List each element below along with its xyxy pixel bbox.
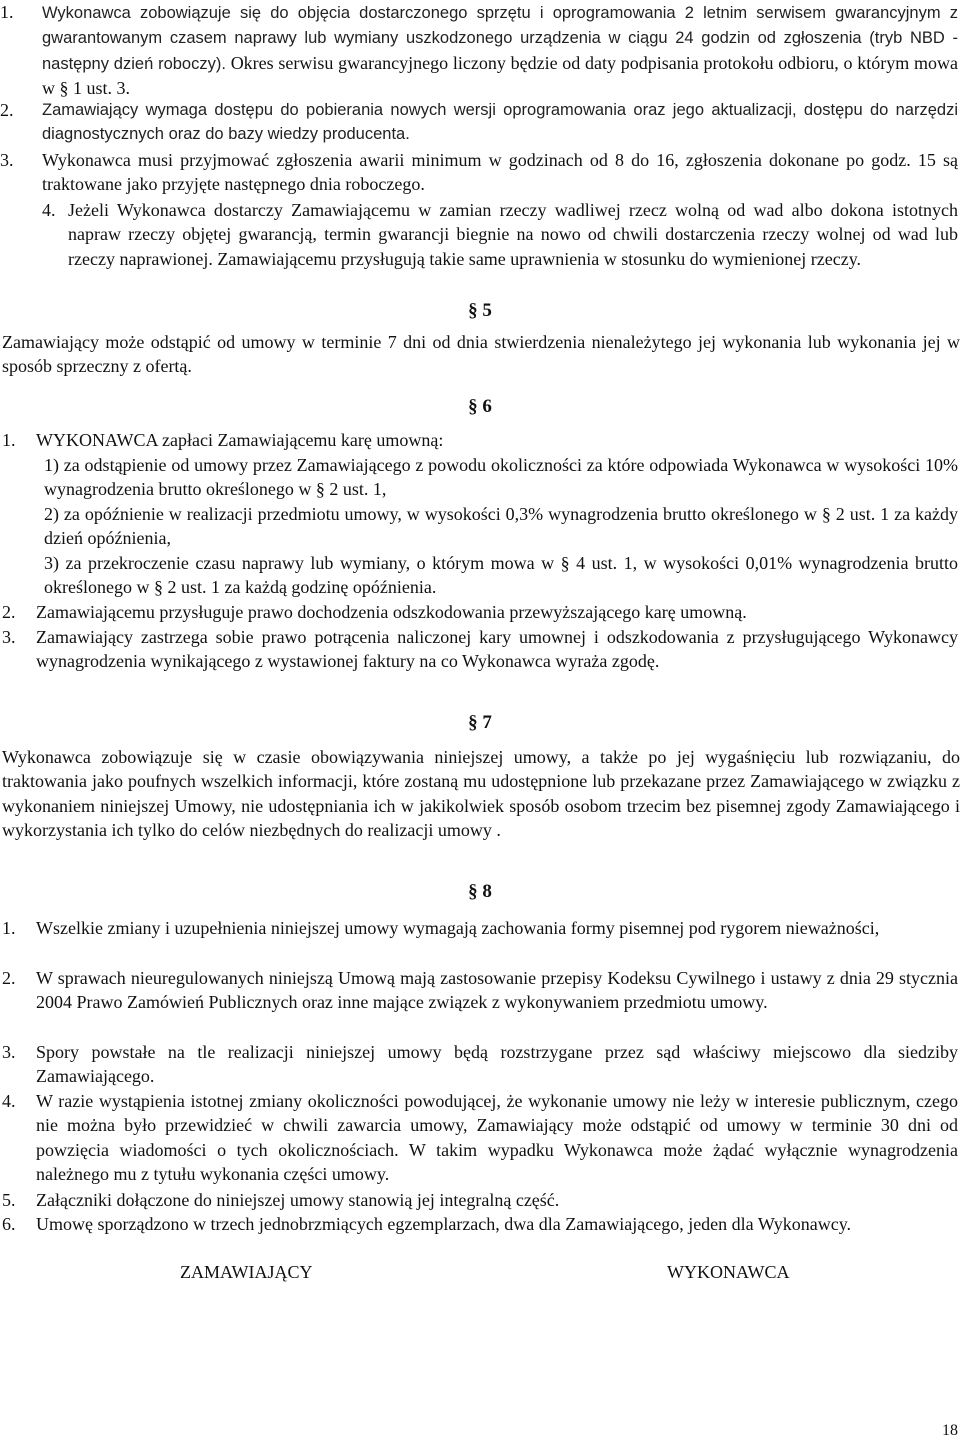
section-7-text: Wykonawca zobowiązuje się w czasie obowiązywania niniejszej umowy, a także po jej wygaśnięciu lub rozwiązaniu, do traktowania jako poufnych wszelkich informacji, które zostaną mu udostępnione lub przekazane przez Zamawiającego w związku z wykonaniem niniejszej Umowy, nie udostępniania ich w jakikolwiek sposób osobom trzecim bez pisemnej zgody Zamawiającego i wykorzystania ich tylko do celów niezbędnych do realizacji umowy . [2, 747, 960, 840]
item-text: Wykonawca musi przyjmować zgłoszenia awarii minimum w godzinach od 8 do 16, zgłoszenia dokonane po godz. 15 są traktowane jako przyjęte następnego dnia roboczego. [42, 150, 958, 195]
item-number: 2. [2, 602, 16, 622]
item-text: Jeżeli Wykonawca dostarczy Zamawiającemu w zamian rzeczy wadliwej rzecz wolną od wad albo dokona istotnych napraw rzeczy objętej gwarancją, termin gwarancji biegnie na nowo od chwili dostarczenia rzeczy wolnej od wad lub rzeczy naprawionej. Zamawiającemu przysługują takie same uprawnienia w stosunku do wymienionej rzeczy. [68, 200, 958, 269]
section-6-item-1 [0, 428, 958, 454]
section-heading-8: § 8 [468, 881, 492, 902]
item-text: W razie wystąpienia istotnej zmiany okoliczności powodującej, że wykonanie umowy nie leży w interesie publicznym, czego nie można było przewidzieć w chwili zawarcia umowy, Zamawiający może odstąpić od umowy w terminie 30 dni od powzięcia wiadomości o tych okolicznościach. W takim wypadku Wykonawca może żądać wyłącznie wynagrodzenia należnego mu z tytułu wykonania części umowy. [36, 1091, 958, 1184]
section-8-item-2 [0, 966, 958, 1041]
item-1 [0, 0, 958, 100]
item-number: 2. [0, 100, 14, 120]
item-number: 1. [0, 2, 14, 22]
section-6-subitem-2: 2) za opóźnienie w realizacji przedmiotu umowy, w wysokości 0,3% wynagrodzenia brutto określonego w § 2 ust. 1 za każdy dzień opóźnienia, [44, 504, 958, 549]
item-text: Spory powstałe na tle realizacji niniejszej umowy będą rozstrzygane przez sąd właściwy miejscowo dla siedziby Zamawiającego. [36, 1042, 958, 1087]
item-number: 2. [2, 968, 16, 988]
item-4 [0, 198, 958, 298]
section-8-item-1 [0, 916, 958, 966]
item-text [42, 0, 958, 100]
item-number: 4. [42, 200, 56, 220]
item-text-part-b: Okres serwisu gwarancyjnego liczony będzie od daty podpisania protokołu odbioru, o którym mowa w § 1 ust. 3. [42, 52, 958, 98]
signature-label-wykonawca: WYKONAWCA [667, 1262, 790, 1282]
item-2 [0, 98, 958, 148]
item-number: 5. [2, 1190, 16, 1210]
item-text-part-a: Wykonawca zobowiązuje się do objęcia dostarczonego sprzętu i oprogramowania 2 letnim serwisem gwarancyjnym z gwarantowanym czasem naprawy lub wymiany uszkodzonego urządzenia w ciągu 24 godzin od zgłoszenia (tryb NBD - następny dzień roboczy). [42, 4, 958, 73]
item-text: Załączniki dołączone do niniejszej umowy stanowią jej integralną część. [36, 1190, 560, 1210]
section-6-subitem-1: 1) za odstąpienie od umowy przez Zamawiającego z powodu okoliczności za które odpowiada Wykonawca w wysokości 10% wynagrodzenia brutto określonego w § 2 ust. 1, [44, 455, 958, 500]
section-6-item-3 [0, 625, 958, 700]
signature-label-zamawiajacy: ZAMAWIAJĄCY [180, 1262, 313, 1282]
item-number: 1. [2, 918, 16, 938]
section-heading-5: § 5 [468, 300, 492, 321]
section-heading-6: § 6 [468, 396, 492, 417]
section-8-item-6 [0, 1212, 958, 1262]
item-text: Zamawiający zastrzega sobie prawo potrącenia naliczonej kary umownej i odszkodowania z przysługującego Wykonawcy wynagrodzenia wynikającego z wystawionej faktury na co Wykonawca wyraża zgodę. [36, 627, 958, 672]
item-text: Zamawiający wymaga dostępu do pobierania nowych wersji oprogramowania oraz jego aktualizacji, dostępu do narzędzi diagnostycznych oraz do bazy wiedzy producenta. [42, 101, 958, 144]
item-text: Wszelkie zmiany i uzupełnienia niniejszej umowy wymagają zachowania formy pisemnej pod rygorem nieważności, [36, 918, 880, 938]
item-number: 3. [2, 1042, 16, 1062]
item-text: Zamawiającemu przysługuje prawo dochodzenia odszkodowania przewyższającego karę umowną. [36, 602, 747, 622]
page-number: 18 [942, 1422, 958, 1439]
item-number: 3. [0, 150, 14, 170]
section-8-item-3 [0, 1040, 958, 1090]
section-8-item-4 [0, 1089, 958, 1189]
item-number: 1. [2, 430, 16, 450]
item-number: 3. [2, 627, 16, 647]
section-5-text: Zamawiający może odstąpić od umowy w terminie 7 dni od dnia stwierdzenia nienależytego jej wykonania lub wykonania jej w sposób sprzeczny z ofertą. [2, 332, 960, 377]
item-number: 6. [2, 1214, 16, 1234]
section-8-item-5 [0, 1188, 958, 1214]
item-number: 4. [2, 1091, 16, 1111]
item-text: Umowę sporządzono w trzech jednobrzmiących egzemplarzach, dwa dla Zamawiającego, jeden dla Wykonawcy. [36, 1214, 852, 1234]
item-text: WYKONAWCA zapłaci Zamawiającemu karę umowną: [36, 430, 444, 450]
section-6-subitem-3: 3) za przekroczenie czasu naprawy lub wymiany, o którym mowa w § 4 ust. 1, w wysokości 0,01% wynagrodzenia brutto określonego w § 2 ust. 1 za każdą godzinę opóźnienia. [44, 553, 958, 598]
item-text: W sprawach nieuregulowanych niniejszą Umową mają zastosowanie przepisy Kodeksu Cywilnego i ustawy z dnia 29 stycznia 2004 Prawo Zamówień Publicznych oraz inne mające związek z wykonywaniem przedmiotu umowy. [36, 968, 958, 1013]
item-3 [0, 148, 958, 198]
section-heading-7: § 7 [468, 712, 492, 733]
section-6-item-2 [0, 600, 958, 626]
